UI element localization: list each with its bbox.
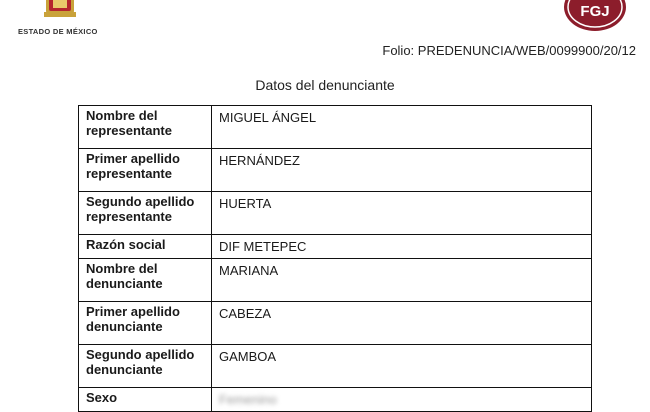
row-value: CABEZA xyxy=(212,302,592,345)
row-label: Sexo xyxy=(79,388,212,412)
row-label: Segundo apellido representante xyxy=(79,192,212,235)
table-row-representative-second-surname xyxy=(79,192,592,235)
section-title: Datos del denunciante xyxy=(255,77,395,93)
row-value: HERNÁNDEZ xyxy=(212,149,592,192)
row-label: Nombre del denunciante xyxy=(79,259,212,302)
row-value: MIGUEL ÁNGEL xyxy=(212,106,592,149)
table-row-representative-name xyxy=(79,106,592,149)
row-label: Razón social xyxy=(79,235,212,259)
table-row-representative-first-surname xyxy=(79,149,592,192)
row-label: Segundo apellido denunciante xyxy=(79,345,212,388)
fgj-emblem-icon xyxy=(560,0,630,34)
row-value: HUERTA xyxy=(212,192,592,235)
row-value: MARIANA xyxy=(212,259,592,302)
state-seal-icon xyxy=(42,0,78,22)
row-value: GAMBOA xyxy=(212,345,592,388)
estado-de-mexico-logo xyxy=(12,0,112,40)
table-row-complainant-first-surname xyxy=(79,302,592,345)
table-row-business-name xyxy=(79,235,592,259)
fgj-logo-text: FGJ xyxy=(580,3,610,20)
folio-number: Folio: PREDENUNCIA/WEB/0099900/20/12 xyxy=(382,43,636,58)
row-label: Primer apellido representante xyxy=(79,149,212,192)
fgj-logo xyxy=(560,0,630,34)
row-label: Nombre del representante xyxy=(79,106,212,149)
row-value: DIF METEPEC xyxy=(212,235,592,259)
logo-caption: ESTADO DE MÉXICO xyxy=(18,27,98,36)
complainant-data-table xyxy=(78,105,592,412)
row-label: Primer apellido denunciante xyxy=(79,302,212,345)
table-row-complainant-second-surname xyxy=(79,345,592,388)
table-row-complainant-name xyxy=(79,259,592,302)
redacted-value: Femenino xyxy=(219,392,277,407)
